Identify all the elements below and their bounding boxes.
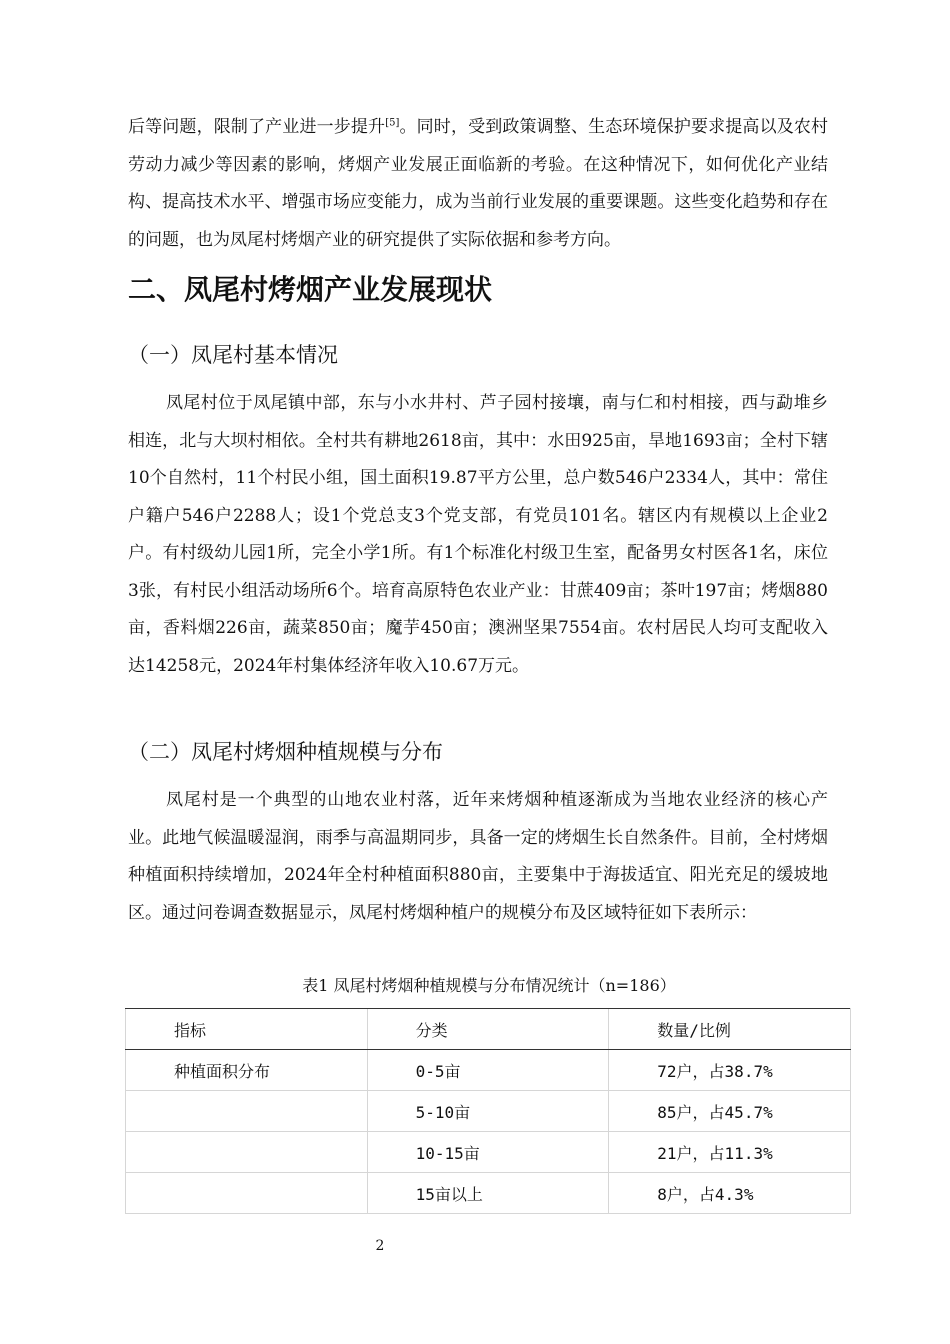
header-category: 分类 (367, 1009, 609, 1050)
table-caption: 表1 凤尾村烤烟种植规模与分布情况统计（n=186） (302, 976, 676, 995)
citation-ref[interactable]: [5] (385, 117, 400, 129)
table-cell: 5-10亩 (367, 1091, 609, 1132)
table-cell: 种植面积分布 (126, 1050, 368, 1091)
basic-info-paragraph: 凤尾村位于凤尾镇中部，东与小水井村、芦子园村接壤，南与仁和村相接，西与勐堆乡相连，北与大坝村相依。全村共有耕地2618亩，其中：水田925亩，旱地1693亩；全村下辖10个自然村，11个村民小组，国土面积19.87平方公里，总户数546户2334人，其中：常住户籍户546户2288人；设1个党总支3个党支部，有党员101名。辖区内有规模以上企业2户。有村级幼儿园1所，完全小学1所。有1个标准化村级卫生室，配备男女村医各1名，床位3张，有村民小组活动场所6个。培育高原特色农业产业：甘蔗409亩；茶叶197亩；烤烟880亩，香料烟226亩，蔬菜850亩；魔芋450亩；澳洲坚果7554亩。农村居民人均可支配收入达14258元，2024年村集体经济年收入10.67万元。 (128, 393, 828, 676)
table-cell (126, 1173, 368, 1214)
intro-text-a: 后等问题，限制了产业进一步提升 (128, 117, 386, 137)
header-indicator: 指标 (126, 1009, 368, 1050)
table-row (126, 1173, 851, 1214)
table-row (126, 1091, 851, 1132)
subsection-title-1: （一）凤尾村基本情况 (128, 343, 338, 367)
section-title: 二、凤尾村烤烟产业发展现状 (128, 273, 493, 306)
table-cell: 15亩以上 (367, 1173, 609, 1214)
table-cell: 0-5亩 (367, 1050, 609, 1091)
subsection-title-2: （二）凤尾村烤烟种植规模与分布 (128, 740, 443, 764)
intro-paragraph (128, 109, 828, 259)
intro-text-b: 。同时，受到政策调整、生态环境保护要求提高以及农村劳动力减少等因素的影响，烤烟产业发展正面临新的考验。在这种情况下，如何优化产业结构、提高技术水平、增强市场应变能力，成为当前行业发展的重要课题。这些变化趋势和存在的问题，也为凤尾村烤烟产业的研究提供了实际依据和参考方向。 (128, 117, 829, 250)
table-cell (126, 1091, 368, 1132)
table-cell (126, 1132, 368, 1173)
table-row (126, 1132, 851, 1173)
header-count-ratio: 数量/比例 (609, 1009, 851, 1050)
table-cell: 72户，占38.7% (609, 1050, 851, 1091)
planting-scale-table (125, 1008, 851, 1214)
planting-scale-paragraph: 凤尾村是一个典型的山地农业村落，近年来烤烟种植逐渐成为当地农业经济的核心产业。此地气候温暖湿润，雨季与高温期同步，具备一定的烤烟生长自然条件。目前，全村烤烟种植面积持续增加，2024年全村种植面积880亩，主要集中于海拔适宜、阳光充足的缓坡地区。通过问卷调查数据显示，凤尾村烤烟种植户的规模分布及区域特征如下表所示： (128, 790, 828, 923)
table-row (126, 1050, 851, 1091)
page-number: 2 (375, 1238, 385, 1254)
table-header-row (126, 1009, 851, 1050)
table-cell: 8户，占4.3% (609, 1173, 851, 1214)
table-cell: 85户，占45.7% (609, 1091, 851, 1132)
table-cell: 10-15亩 (367, 1132, 609, 1173)
table-cell: 21户，占11.3% (609, 1132, 851, 1173)
